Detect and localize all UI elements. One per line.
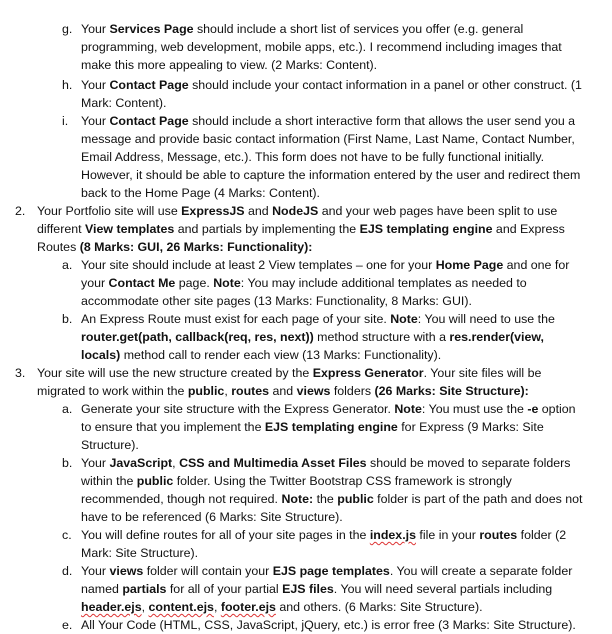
bold-term: Contact Page <box>109 78 189 92</box>
text-run: folder (2 Mark: Site Structure). <box>81 528 567 560</box>
list-marker: b. <box>62 456 73 470</box>
list-item-3b <box>62 454 586 526</box>
bold-term: EJS page templates <box>272 564 390 578</box>
bold-term: Note: <box>281 492 314 506</box>
bold-term: partials <box>122 582 167 596</box>
list-marker: a. <box>62 258 73 272</box>
text-run: : You must use the <box>421 402 528 416</box>
list-item-text <box>81 562 586 616</box>
list-marker: 3. <box>15 366 26 380</box>
list-item-text <box>81 256 586 310</box>
text-run: method structure with a <box>313 330 450 344</box>
bold-term: Note <box>394 402 422 416</box>
bold-term: views <box>296 384 331 398</box>
list-item-3a <box>62 400 586 454</box>
bold-term: public <box>187 384 225 398</box>
list-marker: e. <box>62 618 73 632</box>
text-run: . You will need several partials including <box>333 582 553 596</box>
bold-term: Services Page <box>109 22 194 36</box>
bold-term: router.get(path, callback(req, res, next)) <box>81 330 314 344</box>
list-marker: a. <box>62 402 73 416</box>
bold-term: res.render(view, locals) <box>81 330 544 362</box>
text-run: , <box>224 384 232 398</box>
bold-term: views <box>109 564 144 578</box>
text-run: folder. Using the Twitter Bootstrap CSS framework is strongly recommended, though not required. <box>81 474 512 506</box>
text-run: , <box>172 456 180 470</box>
text-run: and partials by implementing the <box>174 222 360 236</box>
text-run: the <box>313 492 338 506</box>
bold-term: EJS templating engine <box>359 222 493 236</box>
text-run: option to ensure that you implement the <box>81 402 576 434</box>
text-run: and Express Routes <box>37 222 565 254</box>
text-run: Generate your site structure with the Express Generator. <box>81 402 395 416</box>
list-item-2a <box>62 256 586 310</box>
text-run: Your Portfolio site will use <box>37 204 182 218</box>
list-item-text <box>81 20 586 74</box>
list-item-3 <box>15 364 585 400</box>
text-run: Your <box>81 456 110 470</box>
list-item-3d <box>62 562 586 616</box>
list-marker: 2. <box>15 204 26 218</box>
list-marker: b. <box>62 312 73 326</box>
bold-term: (26 Marks: Site Structure): <box>374 384 529 398</box>
list-item-3c <box>62 526 586 562</box>
list-item-text <box>81 616 586 634</box>
text-run: An Express Route must exist for each page of your site. <box>81 312 391 326</box>
bold-term: Express Generator <box>312 366 424 380</box>
list-item-2b <box>62 310 586 364</box>
text-run: should include your contact information in a panel or other construct. (1 Mark: Content). <box>81 78 582 110</box>
bold-term: ExpressJS <box>181 204 245 218</box>
list-item-text <box>37 364 585 400</box>
list-marker: g. <box>62 22 73 36</box>
text-run: . You will create a separate folder named <box>81 564 573 596</box>
bold-term: Contact Page <box>109 114 189 128</box>
text-run: for Express (9 Marks: Site Structure). <box>81 420 544 452</box>
list-marker: c. <box>62 528 72 542</box>
text-run: : You may include additional templates as needed to accommodate other site pages (13 Marks: Functionality, 8 Marks: GUI). <box>81 276 527 308</box>
bold-term: JavaScript <box>109 456 173 470</box>
code-term: index.js <box>369 528 416 542</box>
text-run: should include a short list of services you offer (e.g. general programming, web development, mobile apps, etc.). I recommend including images that make this more appealing to view. (2 Marks: Content). <box>81 22 562 72</box>
text-run: should be moved to separate folders within the <box>81 456 571 488</box>
bold-term: Note <box>390 312 418 326</box>
bold-term: Contact Me <box>108 276 176 290</box>
text-run: and <box>244 204 273 218</box>
bold-term: View templates <box>85 222 175 236</box>
list-item-text <box>81 400 586 454</box>
bold-term: Home Page <box>435 258 504 272</box>
text-run: Your site will use the new structure created by the <box>37 366 313 380</box>
list-item-text <box>81 454 586 526</box>
bold-term: routes <box>479 528 518 542</box>
text-run: and one for your <box>81 258 570 290</box>
text-run: folder will contain your <box>143 564 273 578</box>
text-run: and your web pages have been split to use different <box>37 204 558 236</box>
bold-term: NodeJS <box>272 204 319 218</box>
text-run: : You will need to use the <box>417 312 555 326</box>
text-run: and <box>269 384 297 398</box>
bold-term: public <box>337 492 374 506</box>
text-run: Your <box>81 22 110 36</box>
text-run: folder is part of the path and does not have to be referenced (6 Marks: Site Structure). <box>81 492 583 524</box>
text-run: file in your <box>415 528 480 542</box>
list-item-i <box>62 112 586 202</box>
list-marker: i. <box>62 114 69 128</box>
text-run: folders <box>330 384 375 398</box>
bold-term: EJS templating engine <box>264 420 398 434</box>
list-marker: d. <box>62 564 73 578</box>
text-run: Your site should include at least 2 View templates – one for your <box>81 258 436 272</box>
code-term: footer.ejs <box>220 600 276 614</box>
bold-term: Note <box>213 276 241 290</box>
text-run: Your <box>81 564 110 578</box>
list-item-text <box>81 76 593 112</box>
text-run: should include a short interactive form that allows the user send you a message and provide basic contact information (First Name, Last Name, Contact Number, Email Address, Message, etc.). This form does not have to be fully functional initially. However, it should be able to capture the information entered by the user and redirect them back to the Home Page (4 Marks: Content). <box>81 114 581 200</box>
text-run: , <box>141 600 149 614</box>
list-item-3e <box>62 616 586 634</box>
text-run: Your <box>81 114 110 128</box>
code-term: header.ejs <box>81 600 142 614</box>
bold-term: (8 Marks: GUI, 26 Marks: Functionality): <box>79 240 313 254</box>
list-item-g <box>62 20 586 74</box>
text-run: for all of your partial <box>166 582 283 596</box>
text-run: method call to render each view (13 Marks: Functionality). <box>120 348 442 362</box>
list-item-text <box>81 526 586 562</box>
bold-term: -e <box>527 402 539 416</box>
list-item-h <box>62 76 593 112</box>
text-run: , <box>213 600 221 614</box>
text-run: and others. (6 Marks: Site Structure). <box>275 600 483 614</box>
code-term: content.ejs <box>148 600 214 614</box>
text-run: All Your Code (HTML, CSS, JavaScript, jQuery, etc.) is error free (3 Marks: Site Structure). <box>81 618 576 632</box>
text-run: . Your site files will be migrated to work within the <box>37 366 542 398</box>
bold-term: EJS files <box>282 582 334 596</box>
list-marker: h. <box>62 78 73 92</box>
bold-term: CSS and Multimedia Asset Files <box>179 456 367 470</box>
list-item-text <box>81 112 586 202</box>
list-item-text <box>37 202 585 256</box>
text-run: Your <box>81 78 110 92</box>
bold-term: routes <box>231 384 270 398</box>
text-run: You will define routes for all of your site pages in the <box>81 528 370 542</box>
text-run: page. <box>175 276 214 290</box>
bold-term: public <box>136 474 174 488</box>
list-item-text <box>81 310 586 364</box>
list-item-2 <box>15 202 585 256</box>
